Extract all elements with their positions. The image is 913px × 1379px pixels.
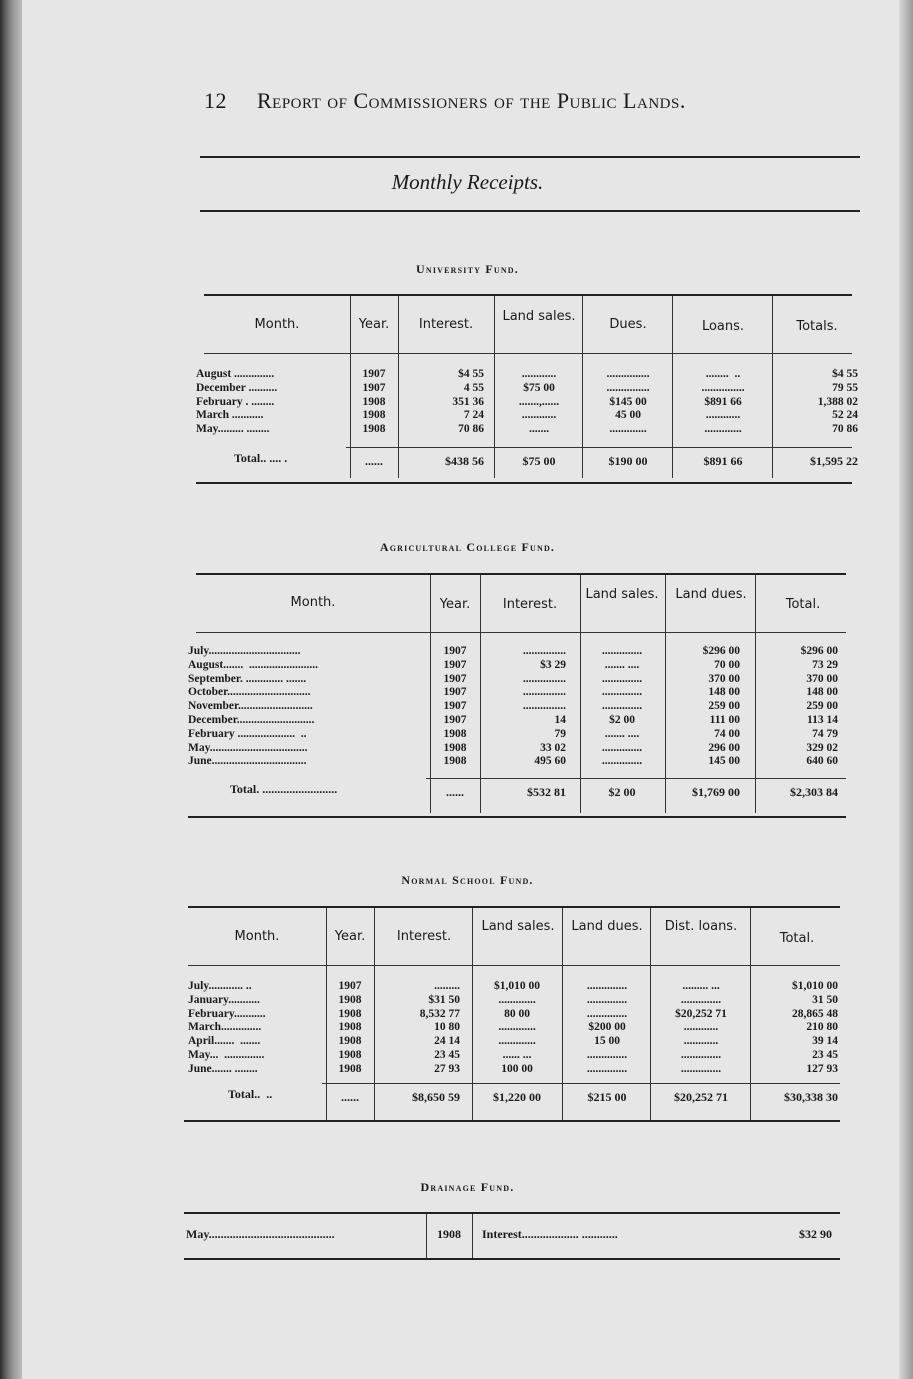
section-title: Monthly Receipts.: [391, 170, 544, 194]
table-bottom-rule: [184, 1120, 840, 1122]
agricultural-total-label: Total. .........................: [230, 782, 338, 796]
rule: [200, 156, 860, 158]
header-rule: [188, 965, 840, 966]
col-land-sales: Land sales.: [481, 919, 555, 934]
col-divider: [750, 908, 751, 1120]
page-number: 12: [204, 88, 227, 113]
header-rule: [196, 632, 846, 633]
table-bottom-rule: [188, 816, 846, 818]
drainage-type: Interest................... ............: [482, 1227, 618, 1241]
col-divider: [672, 296, 673, 478]
table-bottom-rule: [196, 482, 852, 484]
page-edge: [899, 0, 913, 1379]
drainage-amount: $32 90: [799, 1227, 832, 1241]
normal-total-dist-loans: $20,252 71: [674, 1090, 728, 1104]
university-months: August .............. December .......... February . ........ March ........... May......... ........: [196, 368, 278, 436]
agricultural-land-dues: $296 00 70 00 370 00 148 00 259 00 111 00 74 00 296 00 145 00: [702, 645, 740, 768]
normal-total-interest: $8,650 59: [412, 1090, 460, 1104]
agricultural-interest: ............... $3 29 ............... ............... ............... 14 79 33 02 495 60: [522, 645, 566, 768]
normal-months: July............ .. January........... February........... March.............. April....... ....... May... .............. June....... ........: [188, 980, 266, 1075]
col-total: Total.: [785, 597, 821, 612]
col-divider: [494, 296, 495, 478]
col-land-dues: Land dues.: [571, 919, 643, 934]
col-divider: [582, 296, 583, 478]
col-total: Total.: [779, 931, 815, 946]
normal-years: 1907 1908 1908 1908 1908 1908 1908: [338, 980, 362, 1075]
table-top-rule: [196, 573, 846, 575]
university-grand-total: $1,595 22: [810, 454, 858, 468]
drainage-year: 1908: [437, 1227, 461, 1241]
agricultural-total-land-dues: $1,769 00: [692, 785, 740, 799]
university-total-interest: $438 56: [445, 454, 484, 468]
report-title: Report of Commissioners of the Public Lands.: [257, 88, 686, 113]
agricultural-total-year: ......: [446, 785, 464, 799]
university-totals: $4 55 79 55 1,388 02 52 24 70 86: [817, 368, 858, 436]
col-land-sales: Land sales.: [585, 587, 659, 602]
sum-rule: [322, 1083, 840, 1084]
col-year: Year.: [358, 317, 390, 332]
agricultural-total-interest: $532 81: [527, 785, 566, 799]
university-fund-title: University Fund.: [416, 262, 519, 276]
university-total-label: Total.. .... .: [234, 451, 288, 465]
normal-totals: $1,010 00 31 50 28,865 48 210 80 39 14 23 45 127 93: [792, 980, 838, 1075]
drainage-month: May..........................................: [186, 1227, 335, 1241]
col-divider: [472, 908, 473, 1120]
col-interest: Interest.: [418, 317, 474, 332]
agricultural-years: 1907 1907 1907 1907 1907 1907 1908 1908 1908: [443, 645, 467, 768]
col-month: Month.: [290, 595, 336, 610]
university-total-dues: $190 00: [608, 454, 648, 468]
university-total-loans: $891 66: [703, 454, 743, 468]
col-year: Year.: [439, 597, 471, 612]
normal-total-label: Total.. ..: [228, 1087, 273, 1101]
agricultural-fund-title: Agricultural College Fund.: [379, 540, 556, 554]
drainage-fund-title: Drainage Fund.: [420, 1180, 515, 1194]
col-divider: [562, 908, 563, 1120]
agricultural-grand-total: $2,303 84: [790, 785, 838, 799]
university-total-land-sales: $75 00: [522, 454, 556, 468]
normal-land-dues: .............. .............. .............. $200 00 15 00 .............. ..............: [586, 980, 628, 1075]
sum-rule: [426, 778, 846, 779]
col-year: Year.: [334, 929, 366, 944]
col-divider: [772, 296, 773, 478]
agricultural-land-sales: .............. ....... .... .............. .............. .............. $2 00 ....... .... .............. ..............: [601, 645, 643, 768]
running-header: [204, 88, 686, 114]
col-dues: Dues.: [609, 317, 647, 332]
university-years: 1907 1907 1908 1908 1908: [362, 368, 386, 436]
agricultural-months: July................................ August....... ........................ September. ............. ....... October............................. November.......................... December........................... February .................... .. May.................................. June.................................: [188, 645, 319, 768]
sum-rule: [346, 447, 852, 448]
col-loans: Loans.: [701, 319, 745, 334]
normal-interest: ......... $31 50 8,532 77 10 80 24 14 23 45 27 93: [419, 980, 460, 1075]
university-total-year: ......: [365, 454, 383, 468]
normal-land-sales: $1,010 00 ............. 80 00 ............. ............. ...... ... 100 00: [494, 980, 540, 1075]
col-totals: Totals.: [796, 319, 838, 334]
university-dues: ............... ............... $145 00 45 00 .............: [606, 368, 650, 436]
rule: [200, 210, 860, 212]
col-month: Month.: [234, 929, 280, 944]
book-binding: [0, 0, 22, 1379]
document-page: [22, 0, 913, 1379]
table-top-rule: [204, 294, 852, 296]
normal-total-land-dues: $215 00: [587, 1090, 627, 1104]
university-land-sales: ............ $75 00 .......,...... ............ .......: [518, 368, 560, 436]
col-divider: [650, 908, 651, 1120]
agricultural-totals: $296 00 73 29 370 00 148 00 259 00 113 14 74 79 329 02 640 60: [800, 645, 838, 768]
table-top-rule: [188, 906, 840, 908]
table-bottom-rule: [184, 1258, 840, 1260]
normal-grand-total: $30,338 30: [784, 1090, 838, 1104]
col-land-sales: Land sales.: [502, 309, 576, 324]
col-interest: Interest.: [502, 597, 558, 612]
university-loans: ........ .. ............... $891 66 ............ .............: [701, 368, 745, 436]
header-rule: [204, 353, 852, 354]
col-month: Month.: [254, 317, 300, 332]
col-interest: Interest.: [396, 929, 452, 944]
normal-fund-title: Normal School Fund.: [401, 873, 534, 887]
table-top-rule: [184, 1212, 840, 1214]
agricultural-total-land-sales: $2 00: [608, 785, 636, 799]
normal-total-land-sales: $1,220 00: [493, 1090, 541, 1104]
col-land-dues: Land dues.: [675, 587, 747, 602]
university-interest: $4 55 4 55 351 36 7 24 70 86: [452, 368, 484, 436]
normal-dist-loans: ......... ... .............. $20,252 71 ............ ............ .............. ..............: [675, 980, 727, 1075]
col-divider: [472, 1214, 473, 1258]
col-dist-loans: Dist. loans.: [664, 919, 738, 934]
normal-total-year: ......: [341, 1090, 359, 1104]
